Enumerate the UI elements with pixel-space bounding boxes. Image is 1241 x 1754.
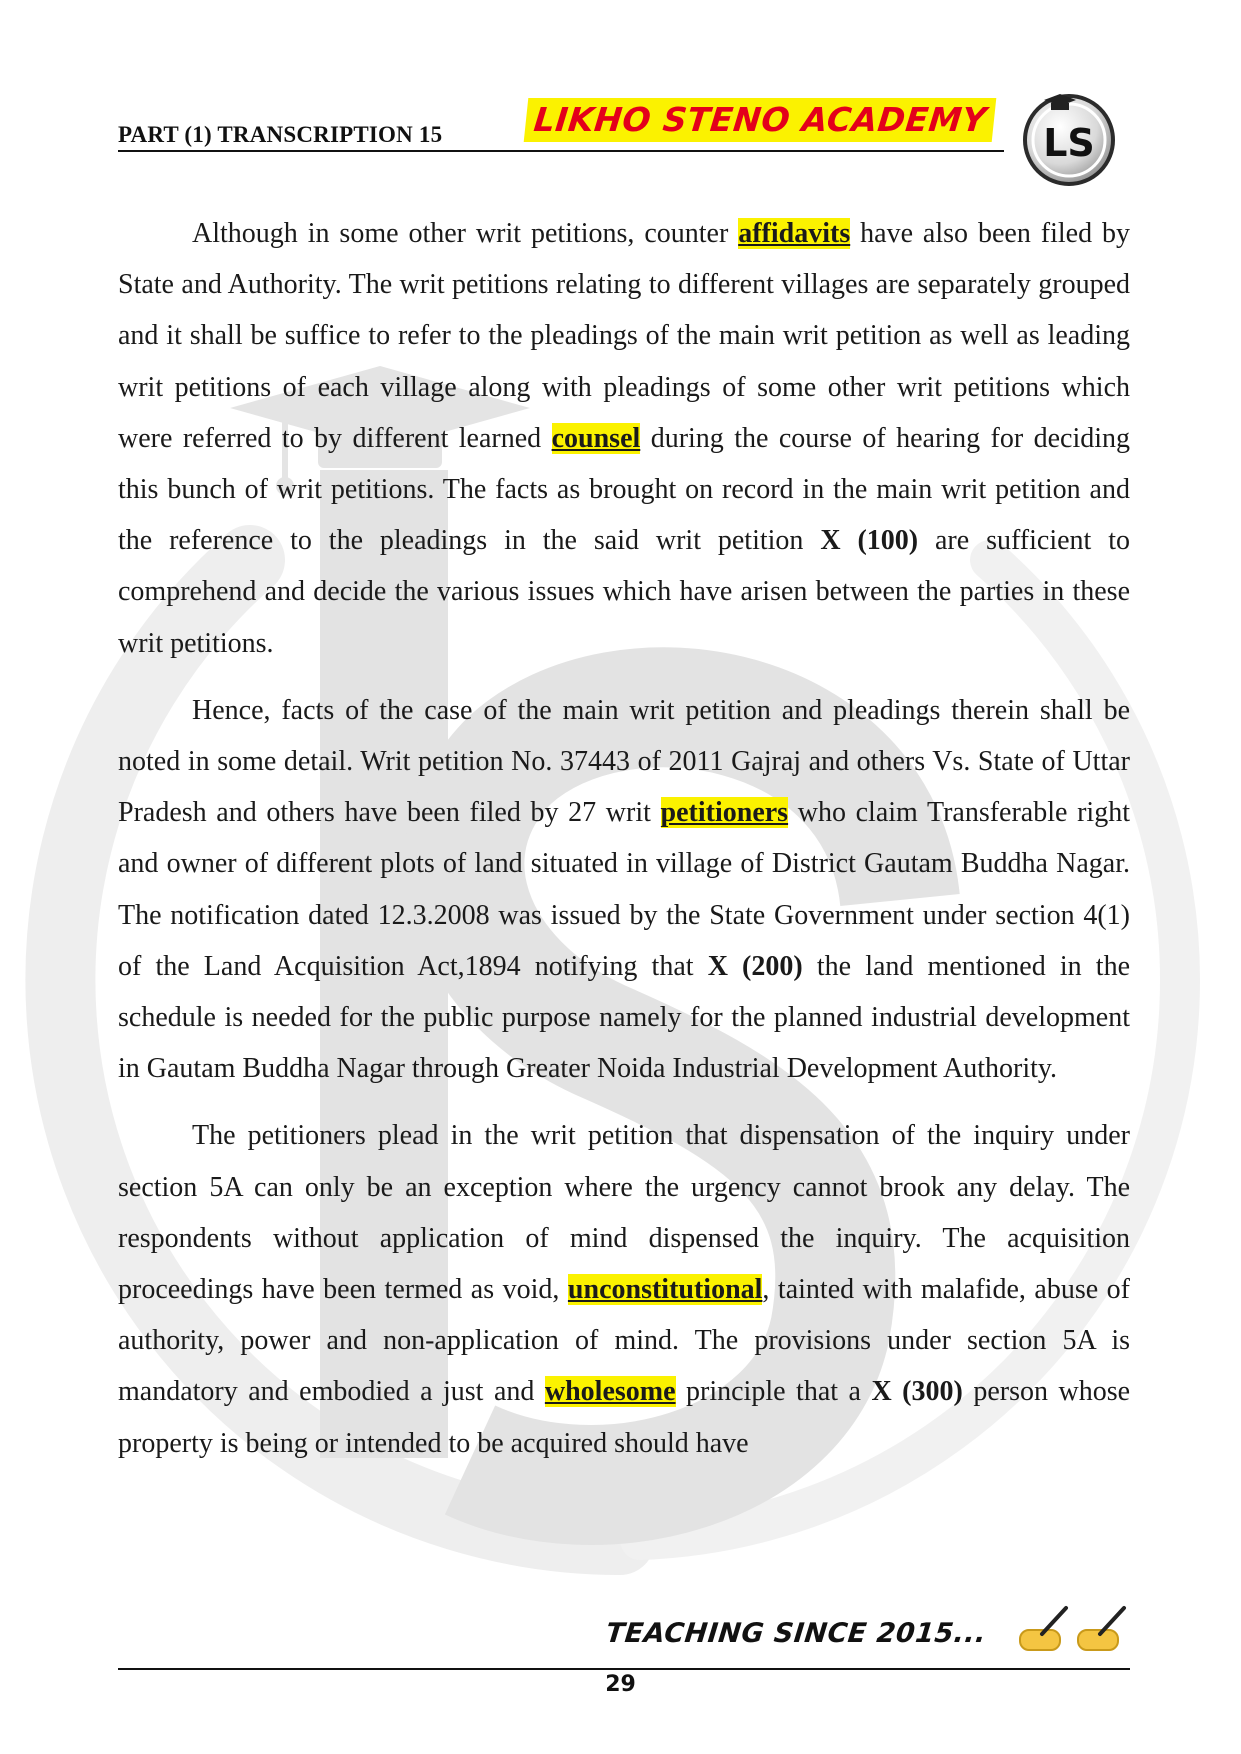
logo-letters: LS: [1043, 121, 1095, 165]
brand-title: LIKHO STENO ACADEMY: [524, 98, 997, 142]
document-body: [118, 208, 1130, 1485]
footer-rule: [118, 1668, 1130, 1670]
paragraph: Although in some other writ petitions, counter affidavits have also been filed by State and Authority. The writ petitions relating to different villages are separately grouped and it shall be suffice to refer to the pleadings of the main writ petition as well as leading writ petitions of each village along with pleadings of some other writ petitions which were referred to by different learned counsel during the course of hearing for deciding this bunch of writ petitions. The facts as brought on record in the main writ petition and the reference to the pleadings in the said writ petition X (100) are sufficient to comprehend and decide the various issues which have arisen between the parties in these writ petitions.: [118, 218, 1131, 659]
footer-tagline: TEACHING SINCE 2015...: [604, 1618, 988, 1649]
writing-hand-icon: [1012, 1604, 1132, 1658]
word-count-marker: X (200): [707, 950, 803, 982]
paragraph: The petitioners plead in the writ petition that dispensation of the inquiry under section 5A can only be an exception where the urgency cannot brook any delay. The respondents without application of mind dispensed the inquiry. The acquisition proceedings have been termed as void, unconstitutional, tainted with malafide, abuse of authority, power and non-application of mind. The provisions under section 5A is mandatory and embodied a just and wholesome principle that a X (300) person whose property is being or intended to be acquired should have: [118, 1120, 1131, 1459]
page-header: [118, 92, 1004, 156]
header-rule: [118, 150, 1004, 152]
part-label: PART (1) TRANSCRIPTION 15: [118, 122, 443, 147]
page-number: 29: [605, 1672, 636, 1697]
highlighted-word: affidavits: [738, 218, 851, 249]
paragraph: Hence, facts of the case of the main writ petition and pleadings therein shall be noted in some detail. Writ petition No. 37443 of 2011 Gajraj and others Vs. State of Uttar Pradesh and others have been filed by 27 writ petitioners who claim Transferable right and owner of different plots of land situated in village of District Gautam Buddha Nagar. The notification dated 12.3.2008 was issued by the State Government under section 4(1) of the Land Acquisition Act,1894 notifying that X (200) the land mentioned in the schedule is needed for the public purpose namely for the planned industrial development in Gautam Buddha Nagar through Greater Noida Industrial Development Authority.: [118, 694, 1130, 1085]
academy-logo-icon: [1014, 84, 1124, 188]
highlighted-word: petitioners: [660, 797, 789, 829]
word-count-marker: X (300): [871, 1376, 963, 1408]
highlighted-word: unconstitutional: [567, 1274, 763, 1306]
highlighted-word: wholesome: [544, 1376, 676, 1408]
highlighted-word: counsel: [551, 422, 641, 454]
word-count-marker: X (100): [820, 525, 919, 557]
